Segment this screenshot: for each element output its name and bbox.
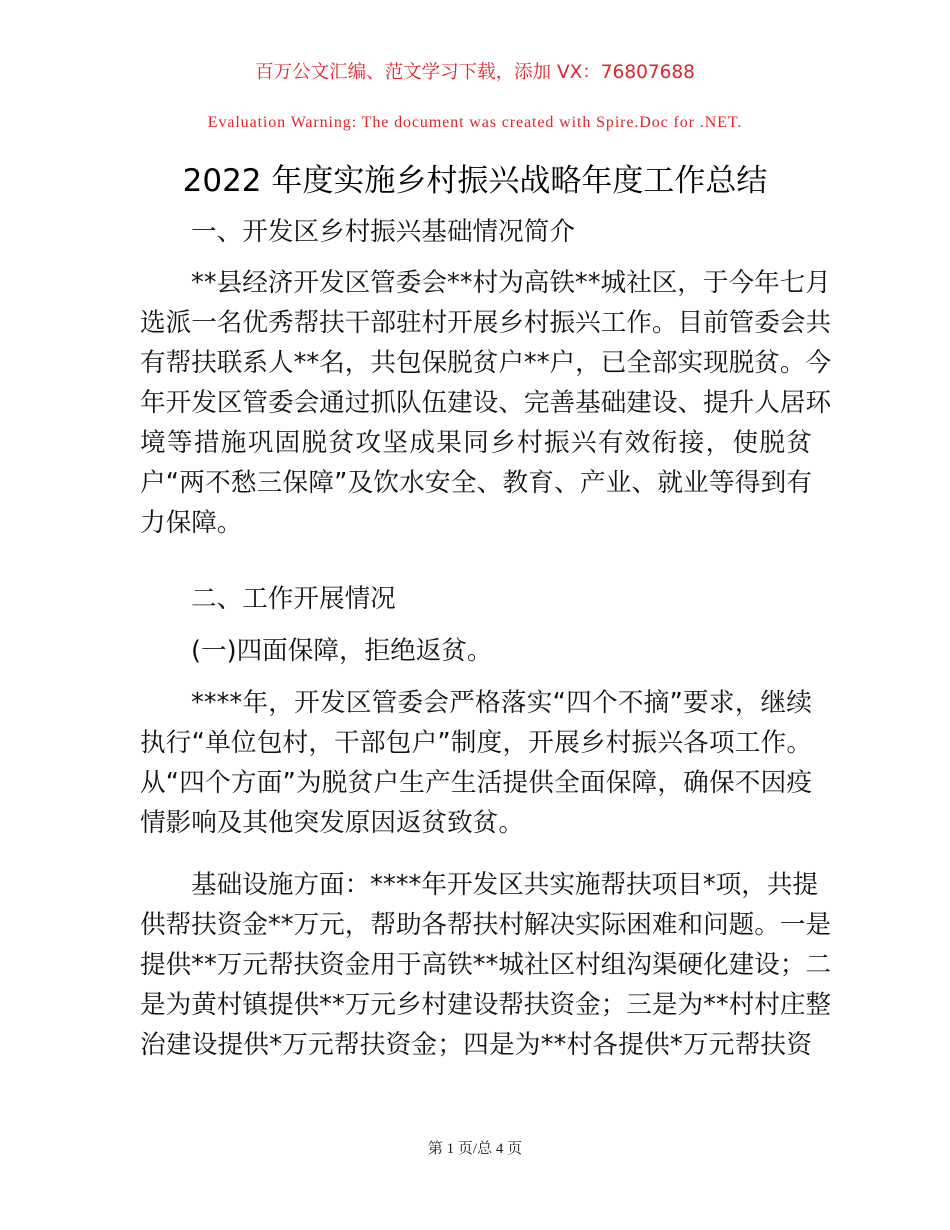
watermark-banner: 百万公文汇编、范文学习下载，添加 VX：76807688 bbox=[255, 62, 695, 83]
page-footer: 第 1 页/总 4 页 bbox=[427, 1141, 523, 1157]
paragraph-line: 境等措施巩固脱贫攻坚成果同乡村振兴有效衔接，使脱贫 bbox=[140, 428, 812, 458]
section-heading-1: 一、开发区乡村振兴基础情况简介 bbox=[191, 217, 575, 247]
paragraph-line: ****年，开发区管委会严格落实“四个不摘”要求，继续 bbox=[191, 688, 812, 718]
document-title: 2022 年度实施乡村振兴战略年度工作总结 bbox=[182, 163, 768, 199]
subsection-heading-1: (一)四面保障，拒绝返贫。 bbox=[191, 636, 493, 666]
paragraph-line: 选派一名优秀帮扶干部驻村开展乡村振兴工作。目前管委会共 bbox=[140, 308, 832, 338]
paragraph-line: 力保障。 bbox=[140, 508, 243, 538]
evaluation-warning: Evaluation Warning: The document was created with Spire.Doc for .NET. bbox=[207, 114, 743, 131]
paragraph-line: 从“四个方面”为脱贫户生产生活提供全面保障，确保不因疫 bbox=[140, 768, 812, 798]
paragraph-line: 户“两不愁三保障”及饮水安全、教育、产业、就业等得到有 bbox=[140, 468, 812, 498]
paragraph-line: 年开发区管委会通过抓队伍建设、完善基础建设、提升人居环 bbox=[140, 388, 832, 418]
paragraph-line: 是为黄村镇提供**万元乡村建设帮扶资金；三是为**村村庄整 bbox=[140, 990, 832, 1020]
paragraph-line: 治建设提供*万元帮扶资金；四是为**村各提供*万元帮扶资 bbox=[140, 1030, 812, 1060]
paragraph-line: 执行“单位包村，干部包户”制度，开展乡村振兴各项工作。 bbox=[140, 728, 812, 758]
paragraph-line: 供帮扶资金**万元，帮助各帮扶村解决实际困难和问题。一是 bbox=[140, 910, 832, 940]
paragraph-line: 提供**万元帮扶资金用于高铁**城社区村组沟渠硬化建设；二 bbox=[140, 950, 832, 980]
paragraph-line: 基础设施方面：****年开发区共实施帮扶项目*项，共提 bbox=[191, 870, 819, 900]
paragraph-line: **县经济开发区管委会**村为高铁**城社区，于今年七月 bbox=[191, 268, 831, 298]
paragraph-line: 有帮扶联系人**名，共包保脱贫户**户，已全部实现脱贫。今 bbox=[140, 348, 832, 378]
paragraph-line: 情影响及其他突发原因返贫致贫。 bbox=[140, 808, 524, 838]
section-heading-2: 二、工作开展情况 bbox=[191, 584, 396, 614]
